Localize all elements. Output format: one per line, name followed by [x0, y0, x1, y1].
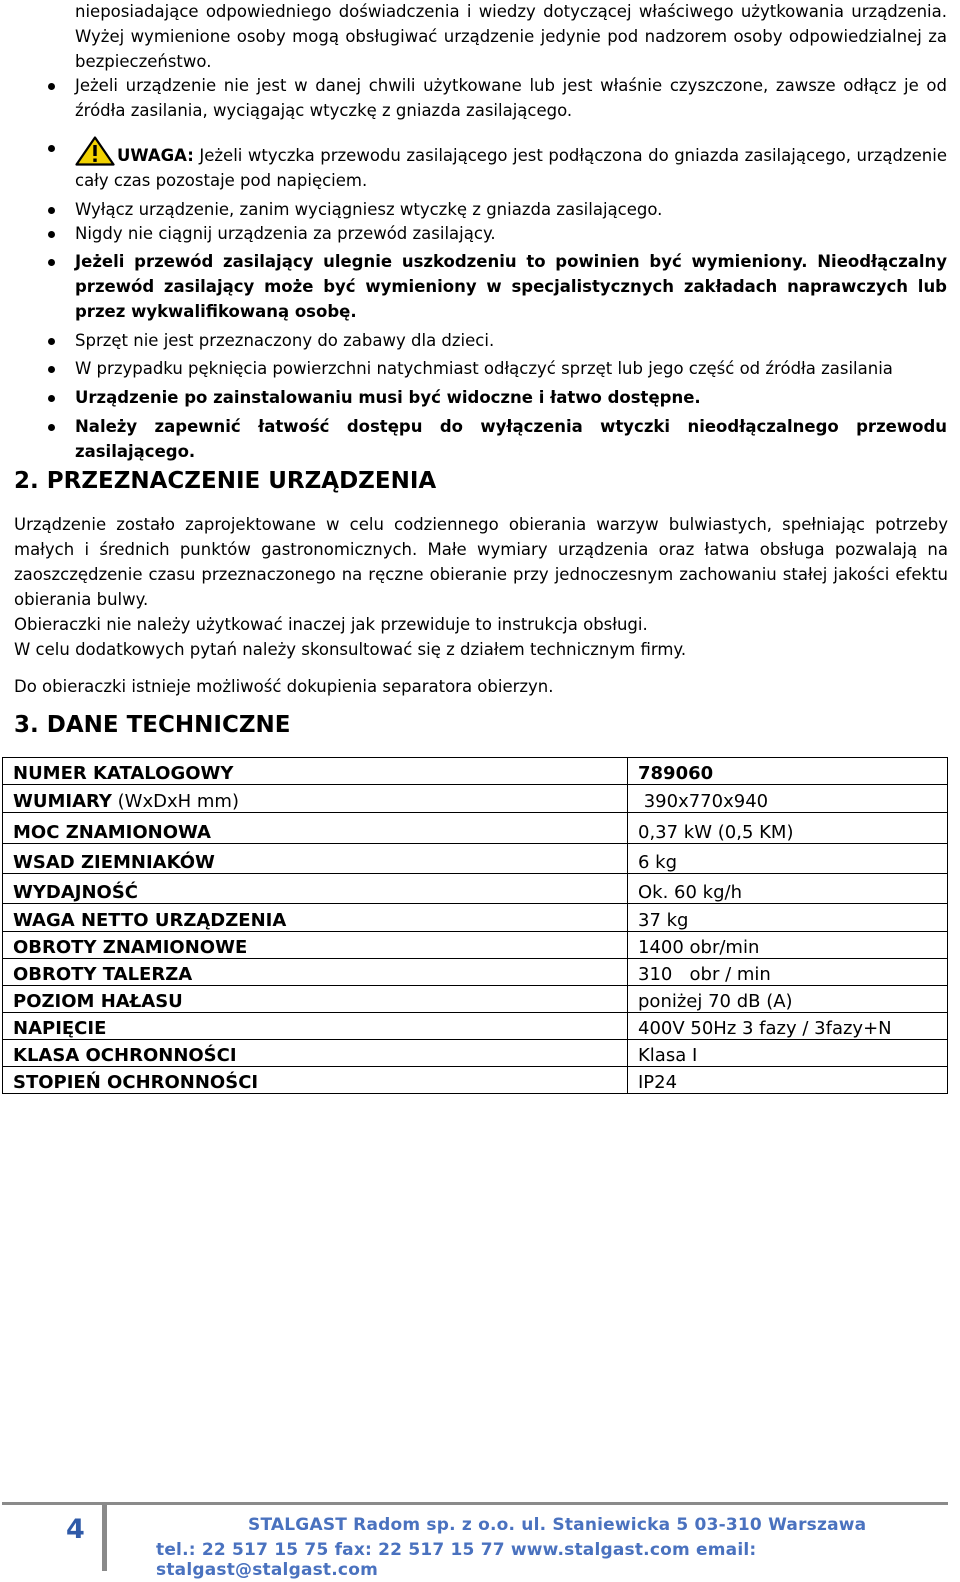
safety-bullet-5: Jeżeli przewód zasilający ulegnie uszkodzeniu to powinien być wymieniony. Nieodłączalny przewód zasilający może być wymieniony w specjalistycznych zakładach naprawczych lub przez wykwalifikowaną osobę.: [75, 250, 947, 324]
tech-label-text: POZIOM HAŁASU: [13, 991, 183, 1012]
tech-label-text: MOC ZNAMIONOWA: [13, 822, 211, 843]
tech-value: 6 kg: [628, 844, 948, 874]
tech-label: [3, 1067, 628, 1094]
footer-rule: [2, 1502, 948, 1505]
tech-value: Klasa I: [628, 1040, 948, 1067]
tech-label: [3, 844, 628, 874]
company-contact: tel.: 22 517 15 75 fax: 22 517 15 77 www.stalgast.com email: stalgast@stalgast.com: [156, 1540, 757, 1580]
tech-label: [3, 904, 628, 932]
tech-value: 1400 obr/min: [628, 932, 948, 959]
tech-label-text: NUMER KATALOGOWY: [13, 763, 234, 784]
safety-bullet-6: Sprzęt nie jest przeznaczony do zabawy dla dzieci.: [75, 329, 947, 354]
tech-value: poniżej 70 dB (A): [628, 986, 948, 1013]
usage-note: Obieraczki nie należy użytkować inaczej jak przewiduje to instrukcja obsługi.: [14, 615, 648, 634]
tech-label: [3, 986, 628, 1013]
tech-value: Ok. 60 kg/h: [628, 874, 948, 904]
tech-label-text: OBROTY TALERZA: [13, 964, 193, 985]
tech-row: [3, 1040, 948, 1067]
purpose-paragraph: Urządzenie zostało zaprojektowane w celu codziennego obierania warzyw bulwiastych, spełniając potrzeby małych i średnich punktów gastronomicznych. Małe wymiary urządzenia oraz łatwa obsługa pozwalają na zaoszczędzenie czasu przeznaczonego na ręczne obieranie przy jednoczesnym zachowaniu stałej jakości efektu obierania bulwy.: [14, 515, 948, 609]
safety-bullet-4: Nigdy nie ciągnij urządzenia za przewód zasilający.: [75, 222, 947, 247]
tech-value: 0,37 kW (0,5 KM): [628, 813, 948, 844]
tech-row: [3, 959, 948, 986]
separator-note: Do obieraczki istnieje możliwość dokupienia separatora obierzyn.: [14, 677, 554, 696]
tech-data-table: [2, 757, 948, 1094]
tech-label: [3, 813, 628, 844]
tech-label: [3, 785, 628, 813]
page-footer: [2, 1502, 948, 1580]
tech-label-text: WAGA NETTO URZĄDZENIA: [13, 910, 287, 931]
section-2-heading: 2. PRZEZNACZENIE URZĄDZENIA: [14, 468, 437, 494]
tech-row: [3, 904, 948, 932]
section-2-body: [14, 512, 948, 699]
tech-row: [3, 758, 948, 785]
tech-label-text: NAPIĘCIE: [13, 1018, 107, 1039]
tech-label-text: OBROTY ZNAMIONOWE: [13, 937, 248, 958]
tech-value: IP24: [628, 1067, 948, 1094]
tech-row: [3, 874, 948, 904]
tech-row: [3, 1013, 948, 1040]
tech-row: [3, 932, 948, 959]
tech-row: [3, 1067, 948, 1094]
tech-value: 789060: [628, 758, 948, 785]
footer-divider: [102, 1505, 107, 1571]
tech-label: [3, 1013, 628, 1040]
safety-bullet-8: Urządzenie po zainstalowaniu musi być widoczne i łatwo dostępne.: [75, 386, 947, 411]
safety-bullet-1: Jeżeli urządzenie nie jest w danej chwili użytkowane lub jest właśnie czyszczone, zawsze odłącz je od źródła zasilania, wyciągając wtyczkę z gniazda zasilającego.: [75, 74, 947, 124]
tech-row: [3, 986, 948, 1013]
safety-bullet-9: Należy zapewnić łatwość dostępu do wyłączenia wtyczki nieodłączalnego przewodu zasilającego.: [75, 415, 947, 465]
contact-note: W celu dodatkowych pytań należy skonsultować się z działem technicznym firmy.: [14, 640, 687, 659]
page-number: 4: [66, 1514, 85, 1545]
warning-label: UWAGA:: [117, 145, 194, 165]
tech-label: [3, 932, 628, 959]
tech-row: [3, 785, 948, 813]
tech-label-text: STOPIEŃ OCHRONNOŚCI: [13, 1072, 259, 1093]
tech-value: 37 kg: [628, 904, 948, 932]
safety-bullet-7: W przypadku pęknięcia powierzchni natychmiast odłączyć sprzęt lub jego część od źródła zasilania: [75, 357, 947, 382]
tech-label-text: KLASA OCHRONNOŚCI: [13, 1045, 237, 1066]
warning-text: Jeżeli wtyczka przewodu zasilającego jest podłączona do gniazda zasilającego, urządzenie cały czas pozostaje pod napięciem.: [75, 145, 947, 190]
tech-label-text: WYDAJNOŚĆ: [13, 882, 138, 903]
company-address: STALGAST Radom sp. z o.o. ul. Staniewicka 5 03-310 Warszawa: [248, 1515, 867, 1535]
tech-row: [3, 844, 948, 874]
tech-row: [3, 813, 948, 844]
tech-label: [3, 1040, 628, 1067]
warning-triangle-icon: [75, 136, 115, 166]
tech-label-unit: (WxDxH mm): [111, 791, 239, 812]
tech-label-text: WSAD ZIEMNIAKÓW: [13, 852, 215, 873]
safety-bullet-3: Wyłącz urządzenie, zanim wyciągniesz wtyczkę z gniazda zasilającego.: [75, 198, 947, 223]
tech-value: 400V 50Hz 3 fazy / 3fazy+N: [628, 1013, 948, 1040]
safety-intro-text: nieposiadające odpowiedniego doświadczenia i wiedzy dotyczącej właściwego użytkowania urządzenia. Wyżej wymienione osoby mogą obsługiwać urządzenie jedynie pod nadzorem osoby odpowiedzialnej za bezpieczeństwo.: [75, 2, 947, 71]
tech-label-text: WUMIARY: [13, 791, 112, 812]
tech-value: 390x770x940: [628, 785, 948, 813]
tech-label: [3, 874, 628, 904]
section-3-heading: 3. DANE TECHNICZNE: [14, 712, 291, 738]
tech-label: [3, 758, 628, 785]
safety-bullet-2: [75, 136, 947, 194]
tech-value: 310 obr / min: [628, 959, 948, 986]
safety-instructions: [75, 0, 947, 465]
tech-label: [3, 959, 628, 986]
